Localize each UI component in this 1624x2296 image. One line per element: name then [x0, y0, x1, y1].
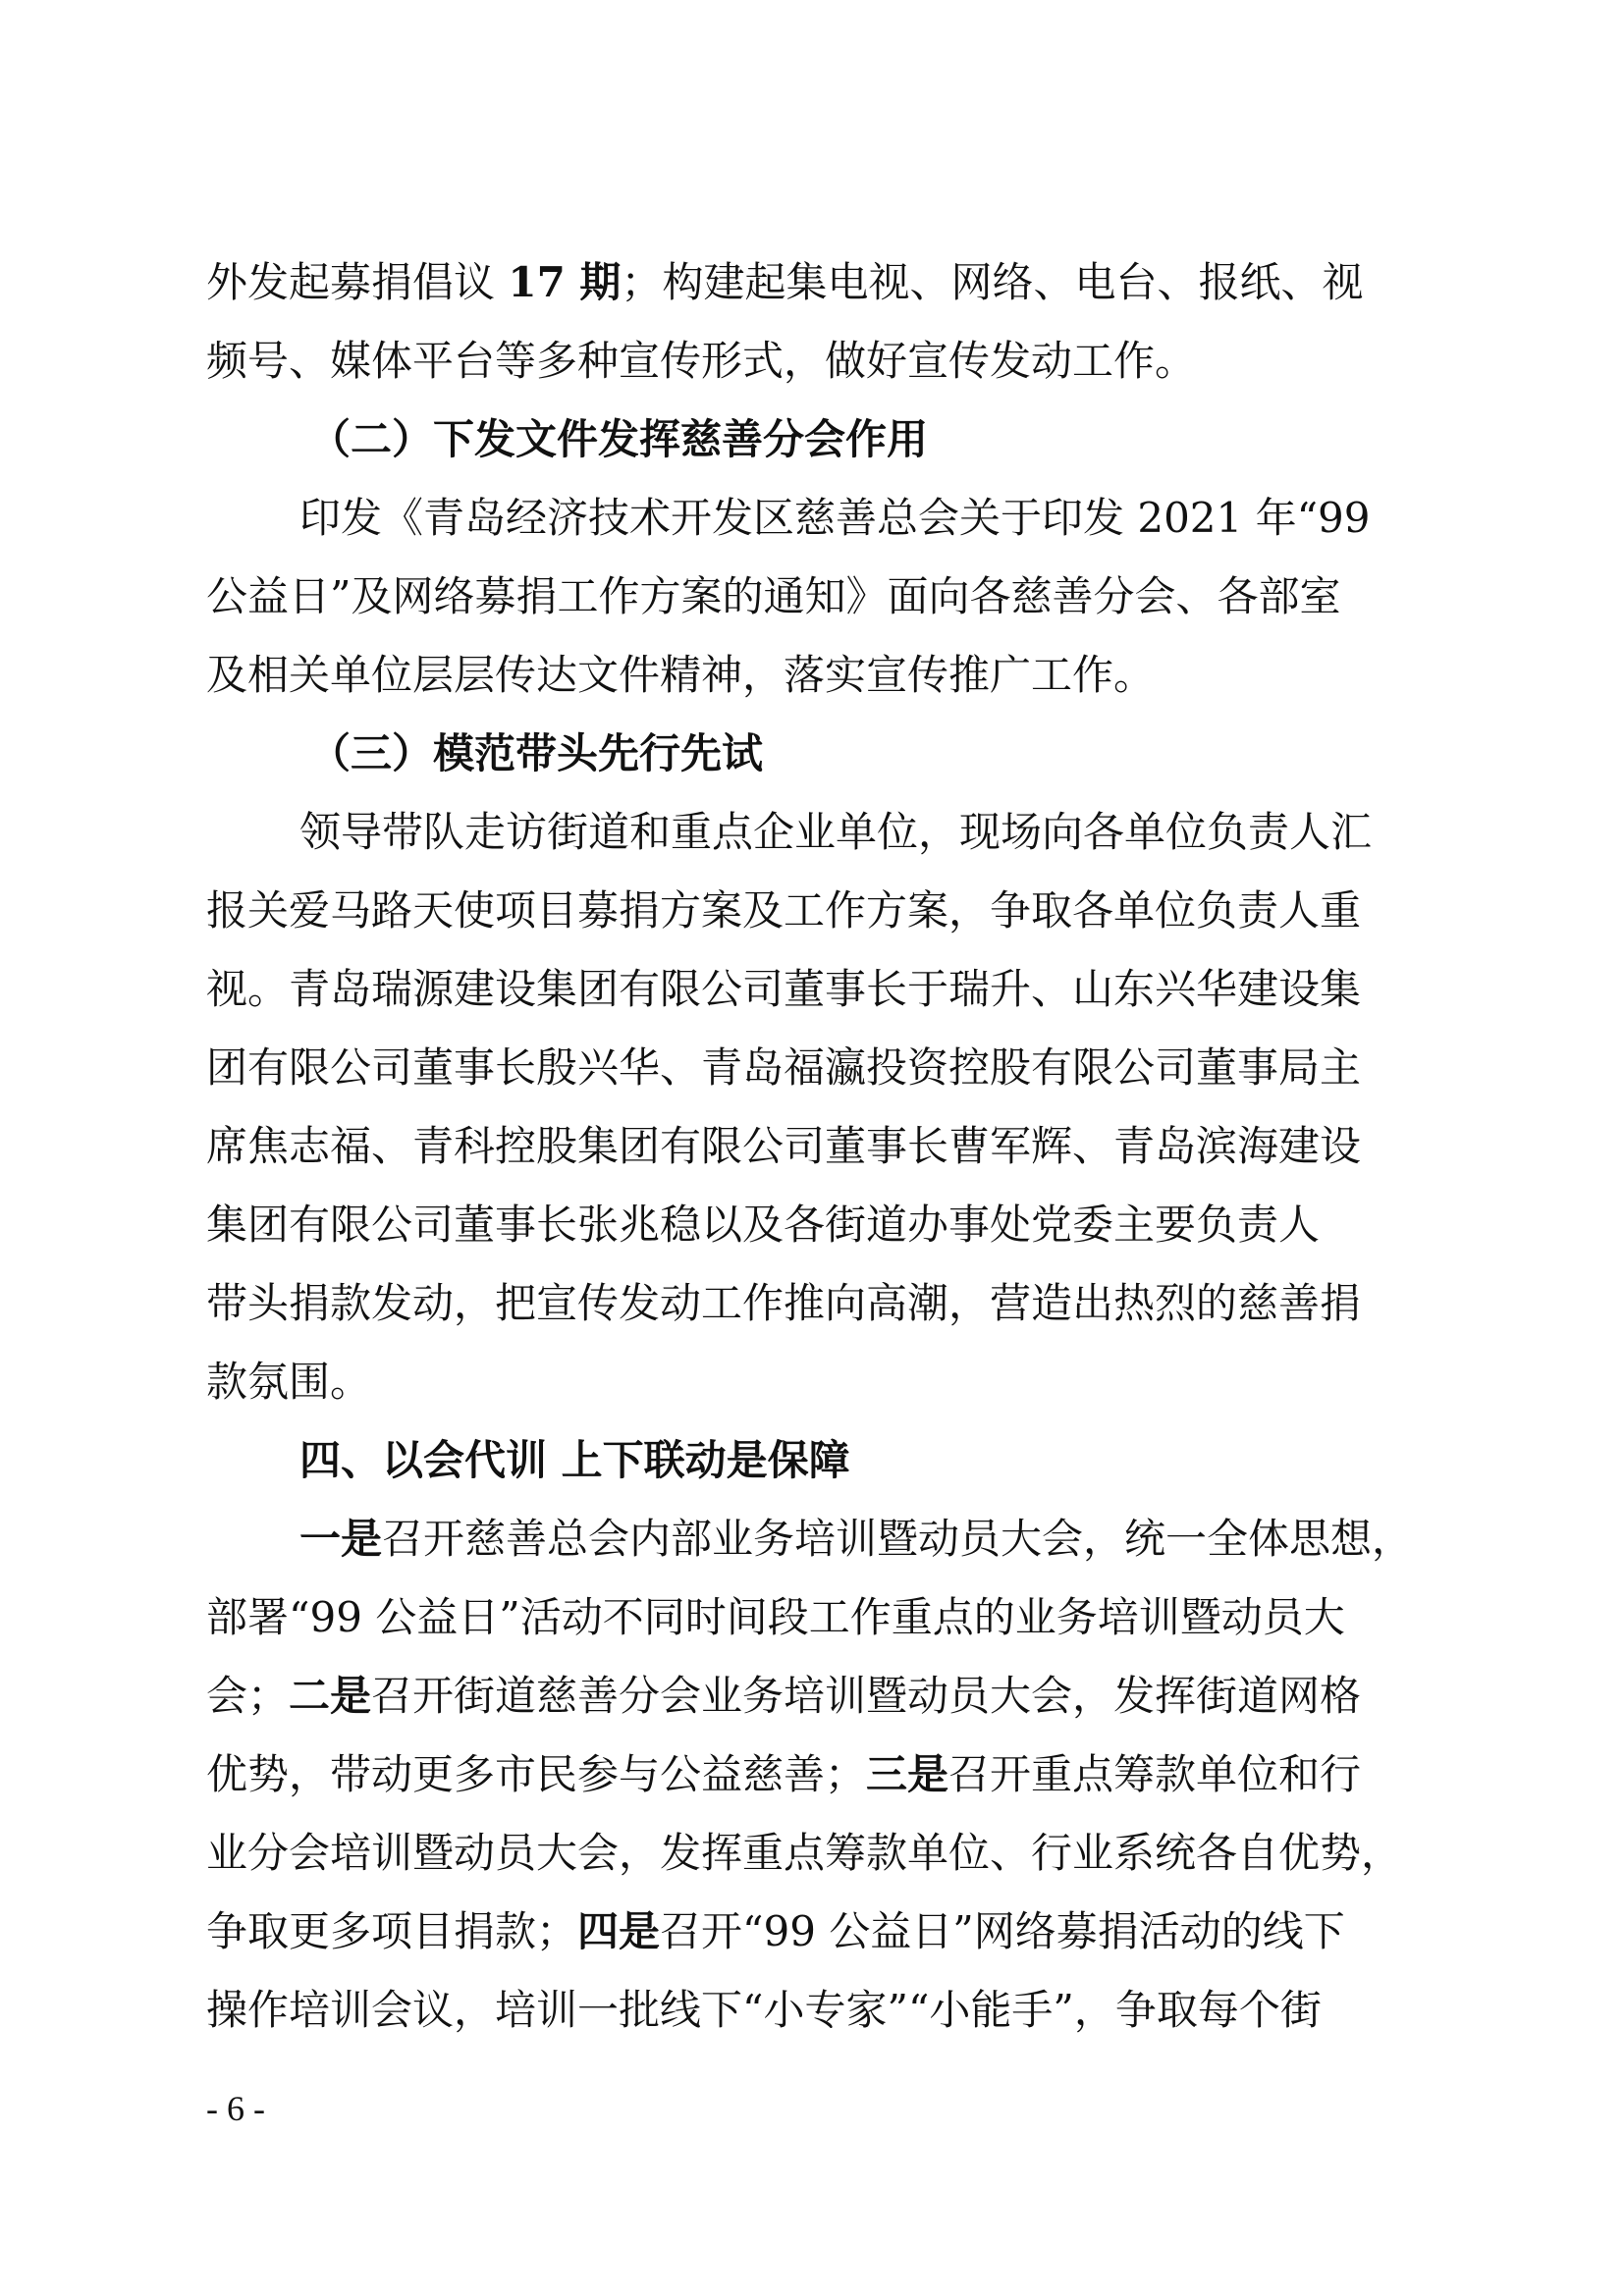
bold-text-segment: 四是 [577, 1907, 661, 1955]
text-segment: 业分会培训暨动员大会，发挥重点筹款单位、行业系统各自优势， [206, 1829, 1403, 1877]
text-segment: 召开重点筹款单位和行 [948, 1750, 1362, 1798]
text-line [206, 1588, 1624, 1647]
text-line [206, 253, 1624, 312]
text-line [206, 1824, 1624, 1883]
text-segment: 领导带队走访街道和重点企业单位，现场向各单位负责人汇 [299, 808, 1373, 856]
text-segment: （三）模范带头先行先试 [309, 729, 764, 777]
text-segment: 召开街道慈善分会业务培训暨动员大会，发挥街道网格 [371, 1672, 1362, 1720]
text-segment: 公益日”及网络募捐工作方案的通知》面向各慈善分会、各部室 [206, 572, 1341, 620]
text-line [206, 1117, 1624, 1176]
bold-text-segment: 三是 [866, 1750, 949, 1798]
text-segment: 席焦志福、青科控股集团有限公司董事长曹军辉、青岛滨海建设 [206, 1122, 1362, 1170]
text-segment: 带头捐款发动，把宣传发动工作推向高潮，营造出热烈的慈善捐 [206, 1279, 1362, 1327]
text-segment: 优势，带动更多市民参与公益慈善； [206, 1750, 867, 1798]
text-segment: ；构建起集电视、网络、电台、报纸、视 [621, 258, 1364, 306]
text-segment: 外发起募捐倡议 [206, 258, 509, 306]
text-line [299, 803, 1624, 862]
section-heading [309, 410, 1624, 469]
text-line [206, 646, 1624, 705]
text-line [206, 1353, 1624, 1412]
bold-text-segment: 一是 [299, 1515, 383, 1563]
text-line [206, 881, 1624, 940]
text-line [206, 1745, 1624, 1804]
text-line [206, 1196, 1624, 1255]
text-segment: 部署“99 公益日”活动不同时间段工作重点的业务培训暨动员大 [206, 1593, 1345, 1641]
section-heading [309, 724, 1624, 783]
text-segment: 集团有限公司董事长张兆稳以及各街道办事处党委主要负责人 [206, 1201, 1321, 1249]
text-segment: 团有限公司董事长殷兴华、青岛福瀛投资控股有限公司董事局主 [206, 1043, 1362, 1092]
text-line [206, 1274, 1624, 1333]
text-line [206, 1667, 1624, 1726]
text-line [206, 1902, 1624, 1961]
text-segment: 印发《青岛经济技术开发区慈善总会关于印发 2021 年“99 [299, 494, 1371, 542]
text-line [206, 1039, 1624, 1097]
text-segment: 会； [206, 1672, 290, 1720]
text-segment: 及相关单位层层传达文件精神，落实宣传推广工作。 [206, 651, 1156, 699]
text-line [299, 1510, 1624, 1569]
text-line [206, 960, 1624, 1019]
text-segment: 款氛围。 [206, 1358, 372, 1406]
text-segment: （二）下发文件发挥慈善分会作用 [309, 415, 929, 463]
text-segment: 操作培训会议，培训一批线下“小专家”“小能手”，争取每个街 [206, 1986, 1322, 2034]
text-line [206, 332, 1624, 391]
text-segment: 争取更多项目捐款； [206, 1907, 578, 1955]
text-line [206, 1981, 1624, 2040]
text-segment: 召开“99 公益日”网络募捐活动的线下 [660, 1907, 1345, 1955]
bold-text-segment: 17 期 [508, 258, 622, 306]
text-segment: 频号、媒体平台等多种宣传形式，做好宣传发动工作。 [206, 337, 1197, 385]
text-segment: 视。青岛瑞源建设集团有限公司董事长于瑞升、山东兴华建设集 [206, 965, 1362, 1013]
text-segment: 召开慈善总会内部业务培训暨动员大会，统一全体思想， [382, 1515, 1414, 1563]
text-line [299, 489, 1624, 548]
section-heading [299, 1431, 1624, 1490]
bold-text-segment: 四、以会代训 上下联动是保障 [299, 1436, 850, 1484]
bold-text-segment: 二是 [289, 1672, 372, 1720]
text-line [206, 567, 1624, 626]
text-segment: 报关爱马路天使项目募捐方案及工作方案，争取各单位负责人重 [206, 886, 1362, 934]
page-number: - 6 - [206, 2089, 265, 2128]
